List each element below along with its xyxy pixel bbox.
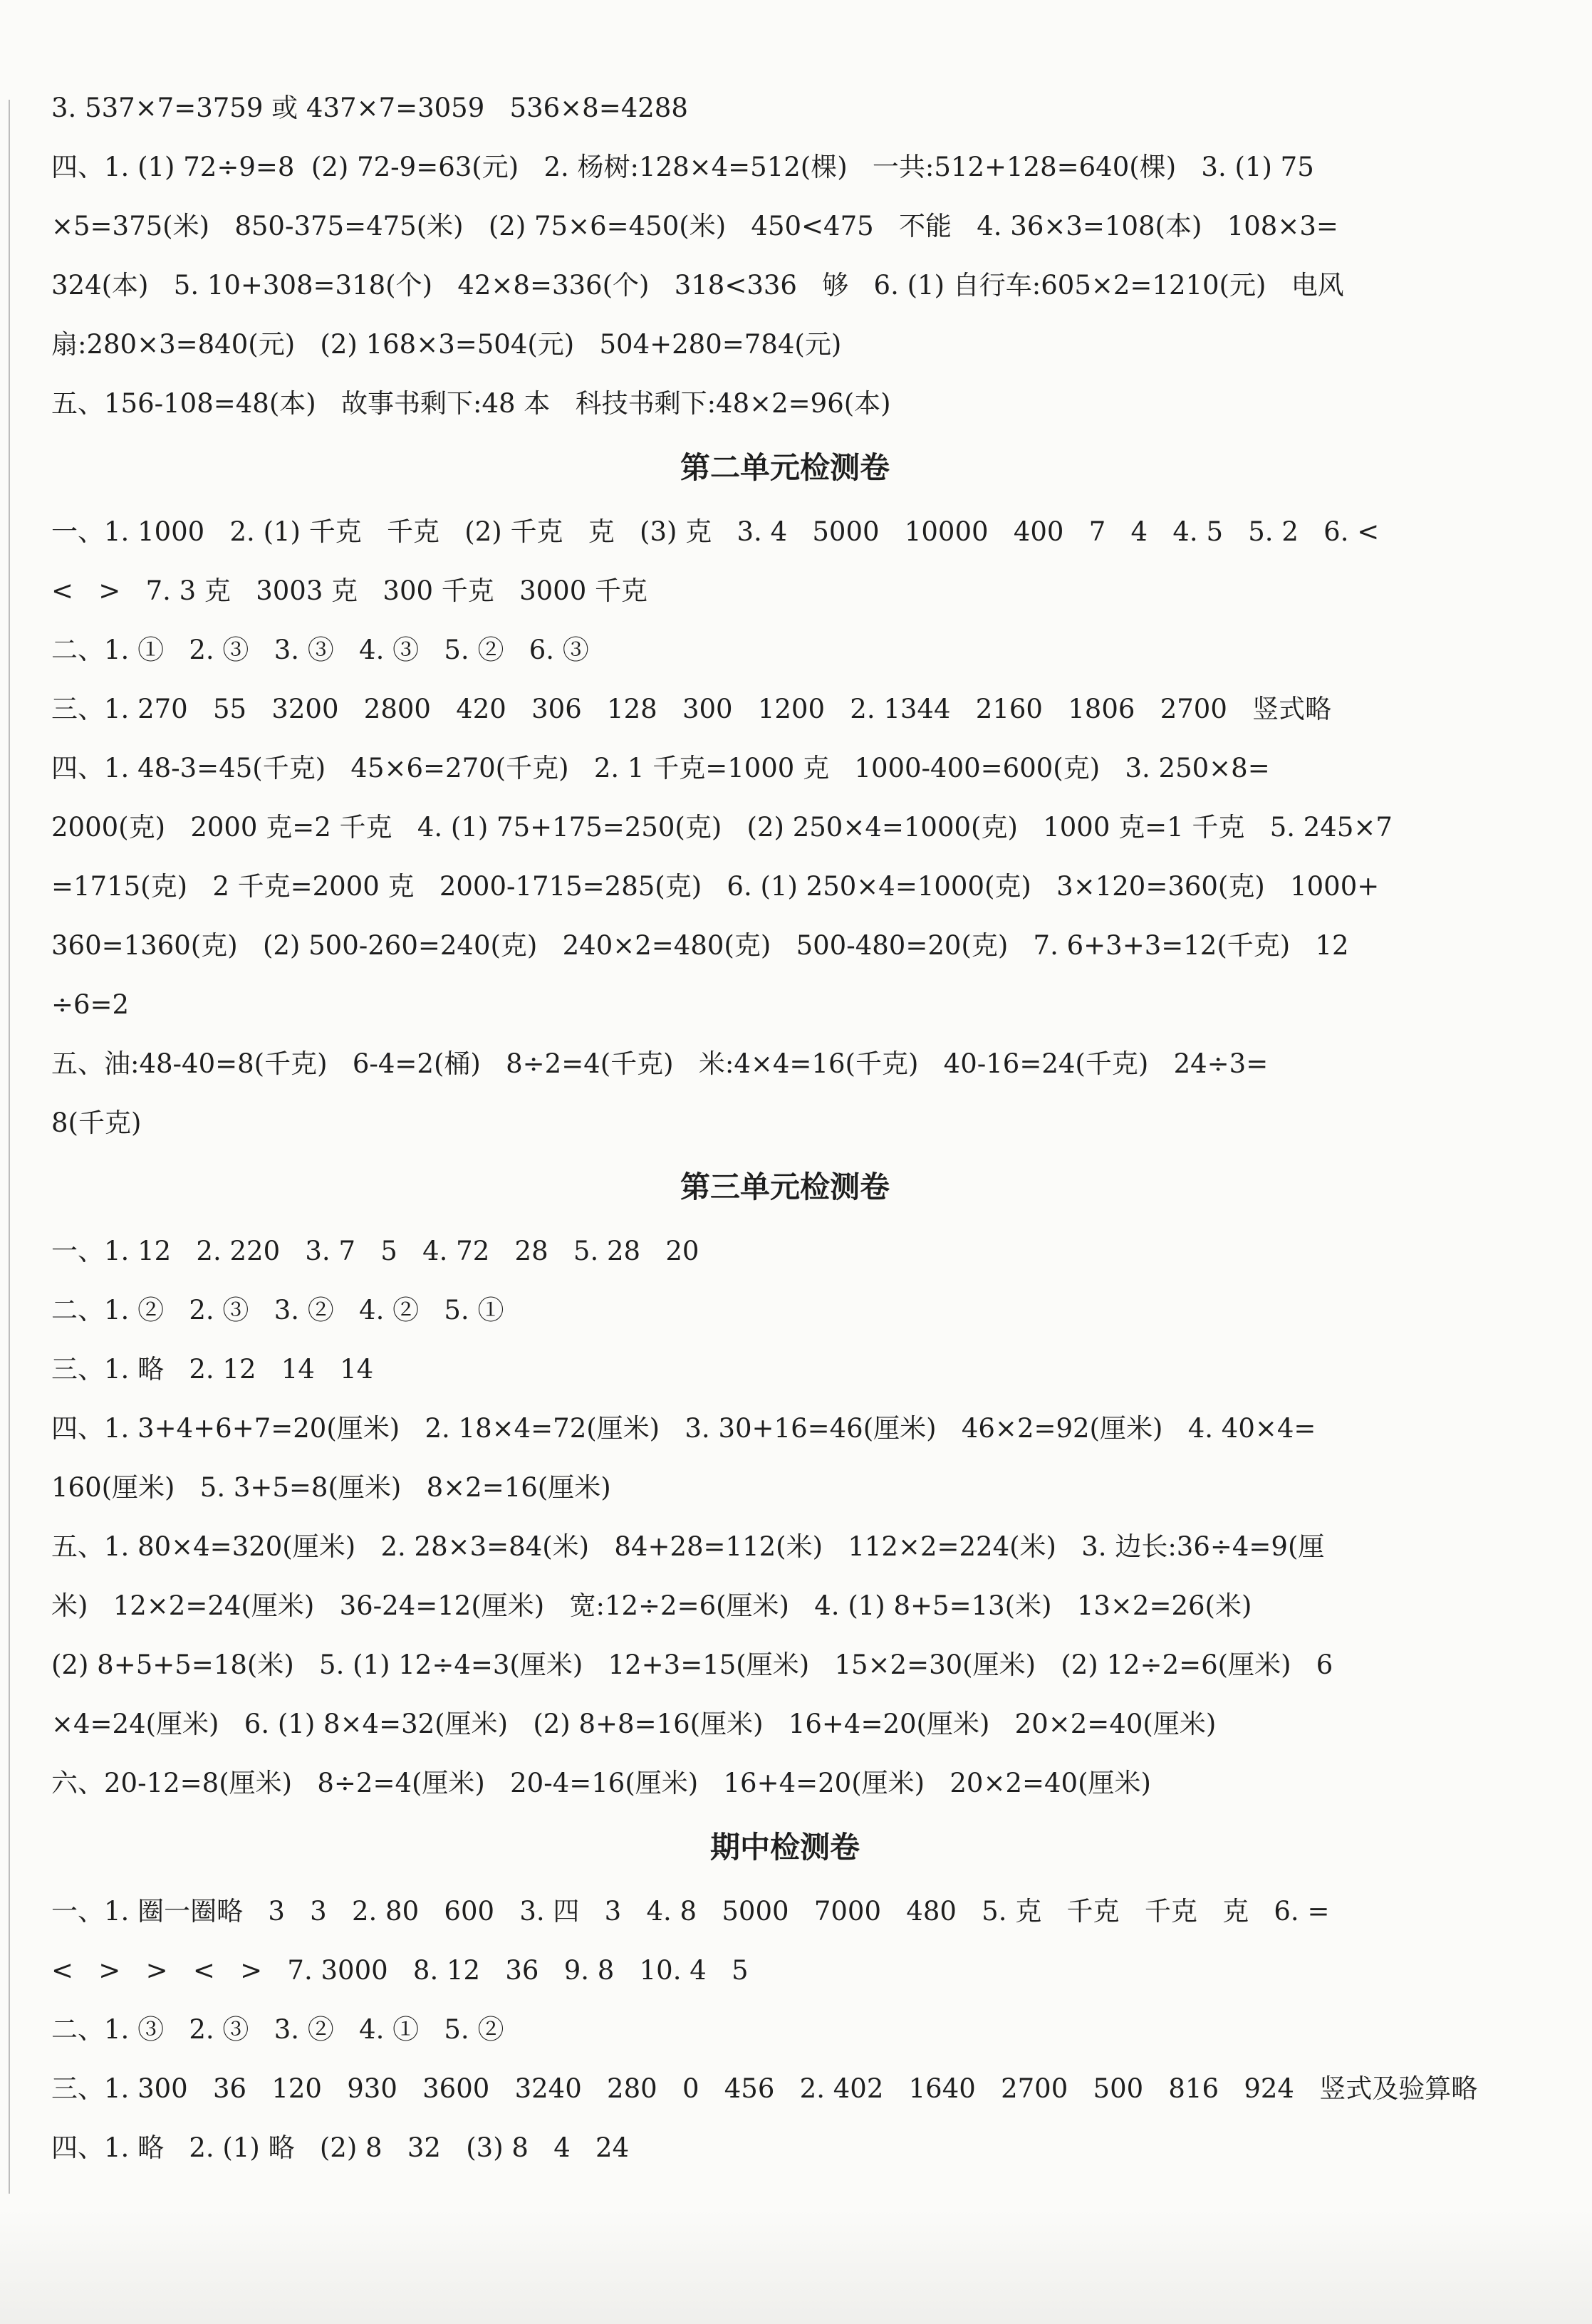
answer-line: =1715(克) 2 千克=2000 克 2000-1715=285(克) 6. (1) 250×4=1000(克) 3×120=360(克) 1000+ [51, 871, 1380, 902]
answer-line: 四、1. 3+4+6+7=20(厘米) 2. 18×4=72(厘米) 3. 30+16=46(厘米) 46×2=92(厘米) 4. 40×4= [51, 1413, 1316, 1444]
answer-line: (2) 8+5+5=18(米) 5. (1) 12÷4=3(厘米) 12+3=15(厘米) 15×2=30(厘米) (2) 12÷2=6(厘米) 6 [51, 1650, 1333, 1680]
answer-line: < > 7. 3 克 3003 克 300 千克 3000 千克 [51, 575, 648, 606]
answer-line: 160(厘米) 5. 3+5=8(厘米) 8×2=16(厘米) [51, 1472, 611, 1503]
answer-line: 四、1. (1) 72÷9=8 (2) 72-9=63(元) 2. 杨树:128×4=512(棵) 一共:512+128=640(棵) 3. (1) 75 [51, 152, 1314, 182]
answer-line: 四、1. 48-3=45(千克) 45×6=270(千克) 2. 1 千克=1000 克 1000-400=600(克) 3. 250×8= [51, 753, 1270, 783]
section-title: 期中检测卷 [709, 1830, 860, 1865]
answer-line: 二、1. ③ 2. ③ 3. ② 4. ① 5. ② [51, 2014, 504, 2045]
answer-line: 8(千克) [51, 1108, 142, 1138]
answer-line: 二、1. ① 2. ③ 3. ③ 4. ③ 5. ② 6. ③ [51, 635, 589, 665]
answer-line: 2000(克) 2000 克=2 千克 4. (1) 75+175=250(克) (2) 250×4=1000(克) 1000 克=1 千克 5. 245×7 [51, 812, 1393, 843]
answer-line: 扇:280×3=840(元) (2) 168×3=504(元) 504+280=784(元) [51, 329, 842, 360]
answer-line: 三、1. 270 55 3200 2800 420 306 128 300 1200 2. 1344 2160 1806 2700 竖式略 [51, 694, 1332, 724]
answer-line: 二、1. ② 2. ③ 3. ② 4. ② 5. ① [51, 1295, 504, 1325]
answer-line: ×4=24(厘米) 6. (1) 8×4=32(厘米) (2) 8+8=16(厘米) 16+4=20(厘米) 20×2=40(厘米) [51, 1709, 1217, 1739]
answer-line: 米) 12×2=24(厘米) 36-24=12(厘米) 宽:12÷2=6(厘米) 4. (1) 8+5=13(米) 13×2=26(米) [51, 1590, 1252, 1621]
answer-line: 五、1. 80×4=320(厘米) 2. 28×3=84(米) 84+28=112(米) 112×2=224(米) 3. 边长:36÷4=9(厘 [51, 1531, 1325, 1562]
answer-line: < > > < > 7. 3000 8. 12 36 9. 8 10. 4 5 [51, 1955, 749, 1986]
answer-line: 一、1. 圈一圈略 3 3 2. 80 600 3. 四 3 4. 8 5000 7000 480 5. 克 千克 千克 克 6. = [51, 1896, 1330, 1927]
page-bottom-shadow [0, 2210, 1592, 2324]
section-title: 第二单元检测卷 [680, 450, 890, 485]
answer-line: 六、20-12=8(厘米) 8÷2=4(厘米) 20-4=16(厘米) 16+4=20(厘米) 20×2=40(厘米) [51, 1768, 1151, 1798]
margin-rule [9, 100, 10, 2194]
answer-line: 一、1. 1000 2. (1) 千克 千克 (2) 千克 克 (3) 克 3. 4 5000 10000 400 7 4 4. 5 5. 2 6. < [51, 516, 1380, 547]
answer-line: ÷6=2 [51, 989, 130, 1020]
answer-line: 一、1. 12 2. 220 3. 7 5 4. 72 28 5. 28 20 [51, 1236, 699, 1266]
answer-line: 3. 537×7=3759 或 437×7=3059 536×8=4288 [51, 93, 688, 123]
section-title: 第三单元检测卷 [680, 1169, 890, 1204]
answer-line: 五、156-108=48(本) 故事书剩下:48 本 科技书剩下:48×2=96(本) [51, 388, 891, 419]
answer-line: 三、1. 300 36 120 930 3600 3240 280 0 456 2. 402 1640 2700 500 816 924 竖式及验算略 [51, 2073, 1478, 2104]
answer-line: 三、1. 略 2. 12 14 14 [51, 1354, 374, 1385]
answer-line: 五、油:48-40=8(千克) 6-4=2(桶) 8÷2=4(千克) 米:4×4=16(千克) 40-16=24(千克) 24÷3= [51, 1048, 1269, 1079]
answer-line: ×5=375(米) 850-375=475(米) (2) 75×6=450(米) 450<475 不能 4. 36×3=108(本) 108×3= [51, 211, 1338, 241]
answer-line: 360=1360(克) (2) 500-260=240(克) 240×2=480(克) 500-480=20(克) 7. 6+3+3=12(千克) 12 [51, 930, 1349, 961]
answer-line: 四、1. 略 2. (1) 略 (2) 8 32 (3) 8 4 24 [51, 2132, 630, 2163]
answer-line: 324(本) 5. 10+308=318(个) 42×8=336(个) 318<336 够 6. (1) 自行车:605×2=1210(元) 电风 [51, 270, 1344, 301]
answer-key-page [51, 78, 1519, 2177]
